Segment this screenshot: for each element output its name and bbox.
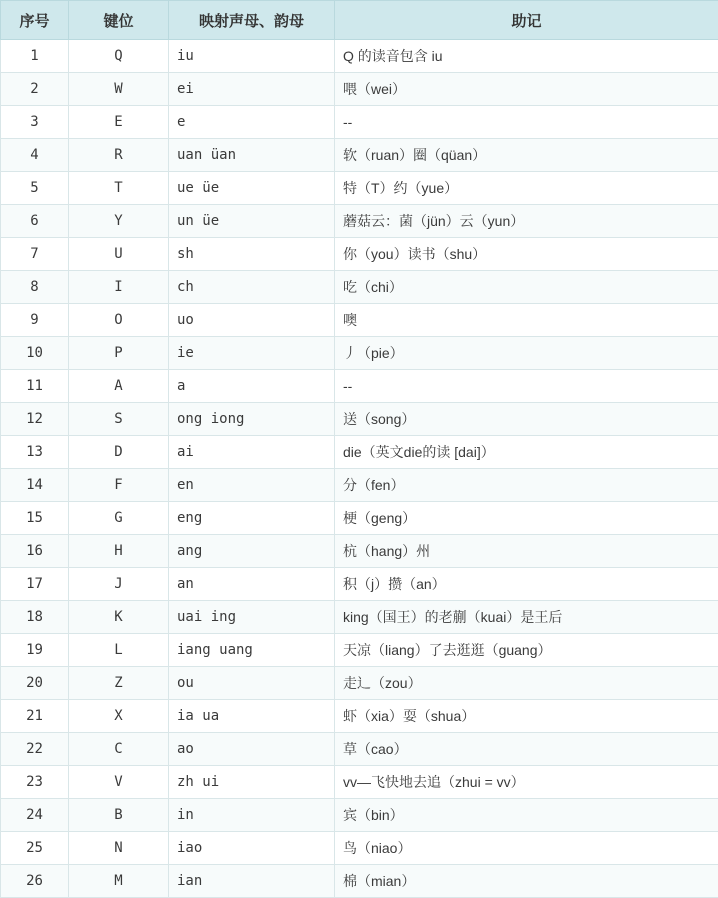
cell-mapping: iang uang — [169, 634, 335, 667]
cell-mnemonic: 软（ruan）圈（qüan） — [335, 139, 718, 172]
cell-key: C — [69, 733, 169, 766]
cell-key: T — [69, 172, 169, 205]
cell-mnemonic: 分（fen） — [335, 469, 718, 502]
cell-index: 10 — [1, 337, 69, 370]
cell-key: N — [69, 832, 169, 865]
cell-mnemonic: 棉（mian） — [335, 865, 718, 898]
table-row — [1, 469, 718, 502]
table-row — [1, 436, 718, 469]
cell-key: Z — [69, 667, 169, 700]
cell-key: V — [69, 766, 169, 799]
cell-index: 22 — [1, 733, 69, 766]
cell-mapping: en — [169, 469, 335, 502]
table-row — [1, 667, 718, 700]
cell-mnemonic: 送（song） — [335, 403, 718, 436]
cell-index: 5 — [1, 172, 69, 205]
cell-key: M — [69, 865, 169, 898]
cell-mnemonic: 杭（hang）州 — [335, 535, 718, 568]
cell-index: 24 — [1, 799, 69, 832]
cell-mnemonic: -- — [335, 370, 718, 403]
table-row — [1, 40, 718, 73]
cell-key: R — [69, 139, 169, 172]
cell-mnemonic: 特（T）约（yue） — [335, 172, 718, 205]
cell-mnemonic: 吃（chi） — [335, 271, 718, 304]
table-header — [1, 1, 718, 40]
cell-index: 13 — [1, 436, 69, 469]
cell-index: 9 — [1, 304, 69, 337]
table-row — [1, 700, 718, 733]
cell-mapping: uo — [169, 304, 335, 337]
table-row — [1, 799, 718, 832]
cell-mapping: iu — [169, 40, 335, 73]
cell-key: Y — [69, 205, 169, 238]
column-header-mapping: 映射声母、韵母 — [169, 1, 335, 40]
table-row — [1, 502, 718, 535]
cell-key: E — [69, 106, 169, 139]
cell-key: O — [69, 304, 169, 337]
cell-key: I — [69, 271, 169, 304]
cell-mapping: eng — [169, 502, 335, 535]
cell-mapping: zh ui — [169, 766, 335, 799]
table-row — [1, 535, 718, 568]
cell-mapping: iao — [169, 832, 335, 865]
cell-index: 3 — [1, 106, 69, 139]
table-row — [1, 865, 718, 898]
table-row — [1, 370, 718, 403]
cell-mnemonic: 天凉（liang）了去逛逛（guang） — [335, 634, 718, 667]
cell-key: A — [69, 370, 169, 403]
cell-key: L — [69, 634, 169, 667]
cell-key: D — [69, 436, 169, 469]
cell-index: 1 — [1, 40, 69, 73]
cell-mapping: e — [169, 106, 335, 139]
cell-mapping: sh — [169, 238, 335, 271]
cell-mnemonic: vv—飞快地去追（zhui = vv） — [335, 766, 718, 799]
cell-index: 21 — [1, 700, 69, 733]
cell-key: J — [69, 568, 169, 601]
cell-index: 4 — [1, 139, 69, 172]
table-row — [1, 403, 718, 436]
cell-mnemonic: 走辶（zou） — [335, 667, 718, 700]
cell-mapping: ia ua — [169, 700, 335, 733]
cell-mapping: un üe — [169, 205, 335, 238]
cell-mapping: ao — [169, 733, 335, 766]
cell-mnemonic: 梗（geng） — [335, 502, 718, 535]
cell-mnemonic: 宾（bin） — [335, 799, 718, 832]
table-row — [1, 832, 718, 865]
cell-key: G — [69, 502, 169, 535]
cell-mapping: ch — [169, 271, 335, 304]
cell-key: F — [69, 469, 169, 502]
cell-index: 7 — [1, 238, 69, 271]
table-row — [1, 337, 718, 370]
cell-index: 12 — [1, 403, 69, 436]
cell-mnemonic: 蘑菇云：菌（jün）云（yun） — [335, 205, 718, 238]
table-row — [1, 733, 718, 766]
cell-mapping: uai ing — [169, 601, 335, 634]
cell-index: 2 — [1, 73, 69, 106]
table-row — [1, 73, 718, 106]
cell-mnemonic: 虾（xia）耍（shua） — [335, 700, 718, 733]
cell-mnemonic: die（英文die的读 [dai]） — [335, 436, 718, 469]
table-header-row — [1, 1, 718, 40]
table-row — [1, 139, 718, 172]
cell-key: X — [69, 700, 169, 733]
cell-mnemonic: -- — [335, 106, 718, 139]
table-row — [1, 601, 718, 634]
cell-mapping: ang — [169, 535, 335, 568]
cell-mapping: a — [169, 370, 335, 403]
cell-index: 6 — [1, 205, 69, 238]
cell-index: 8 — [1, 271, 69, 304]
cell-index: 14 — [1, 469, 69, 502]
table-row — [1, 766, 718, 799]
table-row — [1, 205, 718, 238]
cell-mapping: an — [169, 568, 335, 601]
table-body — [1, 40, 718, 898]
cell-mnemonic: 噢 — [335, 304, 718, 337]
cell-mnemonic: 鸟（niao） — [335, 832, 718, 865]
table-row — [1, 106, 718, 139]
table-row — [1, 172, 718, 205]
cell-mnemonic: 丿（pie） — [335, 337, 718, 370]
cell-index: 26 — [1, 865, 69, 898]
cell-index: 15 — [1, 502, 69, 535]
cell-mapping: uan üan — [169, 139, 335, 172]
cell-mnemonic: king（国王）的老蒯（kuai）是王后 — [335, 601, 718, 634]
cell-key: W — [69, 73, 169, 106]
cell-index: 18 — [1, 601, 69, 634]
cell-mnemonic: 积（j）攒（an） — [335, 568, 718, 601]
cell-index: 16 — [1, 535, 69, 568]
table-row — [1, 634, 718, 667]
cell-mnemonic: 喂（wei） — [335, 73, 718, 106]
cell-mapping: ian — [169, 865, 335, 898]
cell-key: K — [69, 601, 169, 634]
cell-mapping: ou — [169, 667, 335, 700]
cell-index: 20 — [1, 667, 69, 700]
cell-index: 17 — [1, 568, 69, 601]
column-header-index: 序号 — [1, 1, 69, 40]
cell-key: Q — [69, 40, 169, 73]
column-header-key: 键位 — [69, 1, 169, 40]
table-row — [1, 304, 718, 337]
cell-key: P — [69, 337, 169, 370]
cell-mapping: ue üe — [169, 172, 335, 205]
column-header-mnemonic: 助记 — [335, 1, 718, 40]
cell-key: B — [69, 799, 169, 832]
cell-mapping: ie — [169, 337, 335, 370]
table-row — [1, 568, 718, 601]
cell-key: H — [69, 535, 169, 568]
cell-index: 11 — [1, 370, 69, 403]
cell-key: U — [69, 238, 169, 271]
cell-mapping: ai — [169, 436, 335, 469]
cell-mapping: ong iong — [169, 403, 335, 436]
cell-mapping: ei — [169, 73, 335, 106]
cell-mapping: in — [169, 799, 335, 832]
cell-mnemonic: 你（you）读书（shu） — [335, 238, 718, 271]
cell-index: 25 — [1, 832, 69, 865]
cell-key: S — [69, 403, 169, 436]
cell-index: 23 — [1, 766, 69, 799]
cell-mnemonic: 草（cao） — [335, 733, 718, 766]
cell-index: 19 — [1, 634, 69, 667]
cell-mnemonic: Q 的读音包含 iu — [335, 40, 718, 73]
table-row — [1, 238, 718, 271]
table-row — [1, 271, 718, 304]
